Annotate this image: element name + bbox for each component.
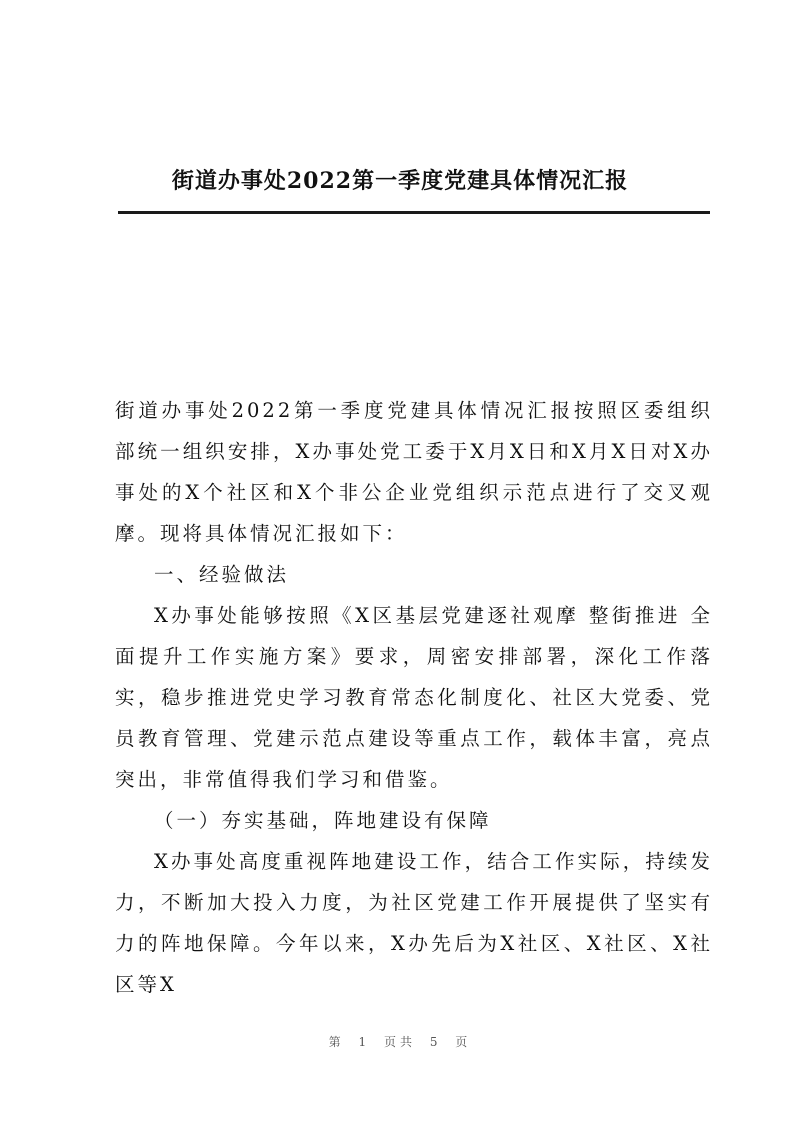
title-underline [118,211,710,214]
page-number: 1 [358,1035,371,1049]
page-total: 5 [429,1035,442,1049]
section-heading: 一、经验做法 [154,563,290,586]
footer-prefix: 第 [328,1035,345,1049]
body-paragraph: X办事处高度重视阵地建设工作，结合工作实际，持续发力，不断加大投入力度，为社区党建工作开展提供了坚实有力的阵地保障。今年以来，X办先后为X社区、X社区、X社区等X [115,850,713,996]
footer-suffix: 页 [455,1035,472,1049]
intro-paragraph: 街道办事处2022第一季度党建具体情况汇报按照区委组织部统一组织安排，X办事处党工委于X月X日和X月X日对X办事处的X个社区和X个非公企业党组织示范点进行了交叉观摩。现将具体情况汇报如下： [115,399,713,545]
page-footer [0,1033,800,1050]
document-body [115,390,713,1005]
subsection-heading: （一）夯实基础，阵地建设有保障 [154,809,492,832]
footer-middle: 页共 [383,1035,416,1049]
body-paragraph: X办事处能够按照《X区基层党建逐社观摩 整街推进 全面提升工作实施方案》要求，周密安排部署，深化工作落实，稳步推进党史学习教育常态化制度化、社区大党委、党员教育管理、党建示范点建设等重点工作，载体丰富，亮点突出，非常值得我们学习和借鉴。 [115,604,713,791]
document-title: 街道办事处2022第一季度党建具体情况汇报 [171,168,629,194]
